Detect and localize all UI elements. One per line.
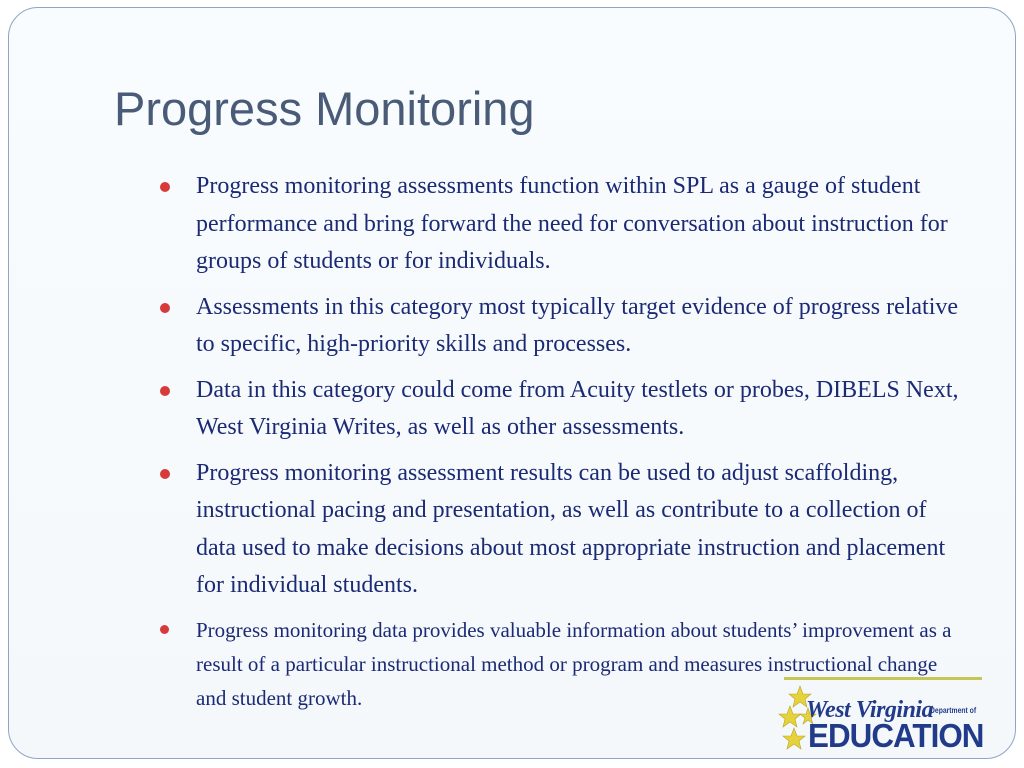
bullet-text: Data in this category could come from Acuity testlets or probes, DIBELS Next, West Virginia Writes, as well as other assessments.: [196, 376, 959, 440]
bullet-dot-icon: [160, 303, 170, 313]
logo-department: Department of: [930, 706, 977, 715]
bullet-dot-icon: [160, 469, 170, 479]
logo-rule: [784, 677, 982, 680]
wv-education-logo: [778, 674, 984, 758]
bullet-text: Progress monitoring assessments function within SPL as a gauge of student performance and bring forward the need for conversation about instruction for groups of students or for individuals.: [196, 173, 948, 274]
bullet-text: Progress monitoring assessment results can be used to adjust scaffolding, instructional pacing and presentation, as well as contribute to a collection of data used to make decisions about most appropriate instruction and placement for individual students.: [196, 459, 946, 598]
bullet-dot-icon: [160, 182, 170, 192]
bullet-list: [160, 168, 977, 723]
logo-education: EDUCATION: [808, 717, 984, 754]
slide-title: Progress Monitoring: [114, 82, 535, 135]
bullet-dot-icon: [160, 386, 170, 396]
bullet-item: [160, 289, 972, 364]
bullet-dot-icon: [160, 625, 169, 634]
bullet-text: Progress monitoring data provides valuable information about students’ improvement as a result of a particular instructional method or program and measures instructional change and student growth.: [196, 617, 952, 710]
bullet-item: [160, 372, 972, 447]
bullet-text: Assessments in this category most typically target evidence of progress relative to specific, high-priority skills and processes.: [196, 293, 959, 357]
bullet-item: [160, 168, 972, 281]
bullet-item: [160, 455, 972, 605]
logo-state-name: West Virginia: [806, 697, 934, 723]
